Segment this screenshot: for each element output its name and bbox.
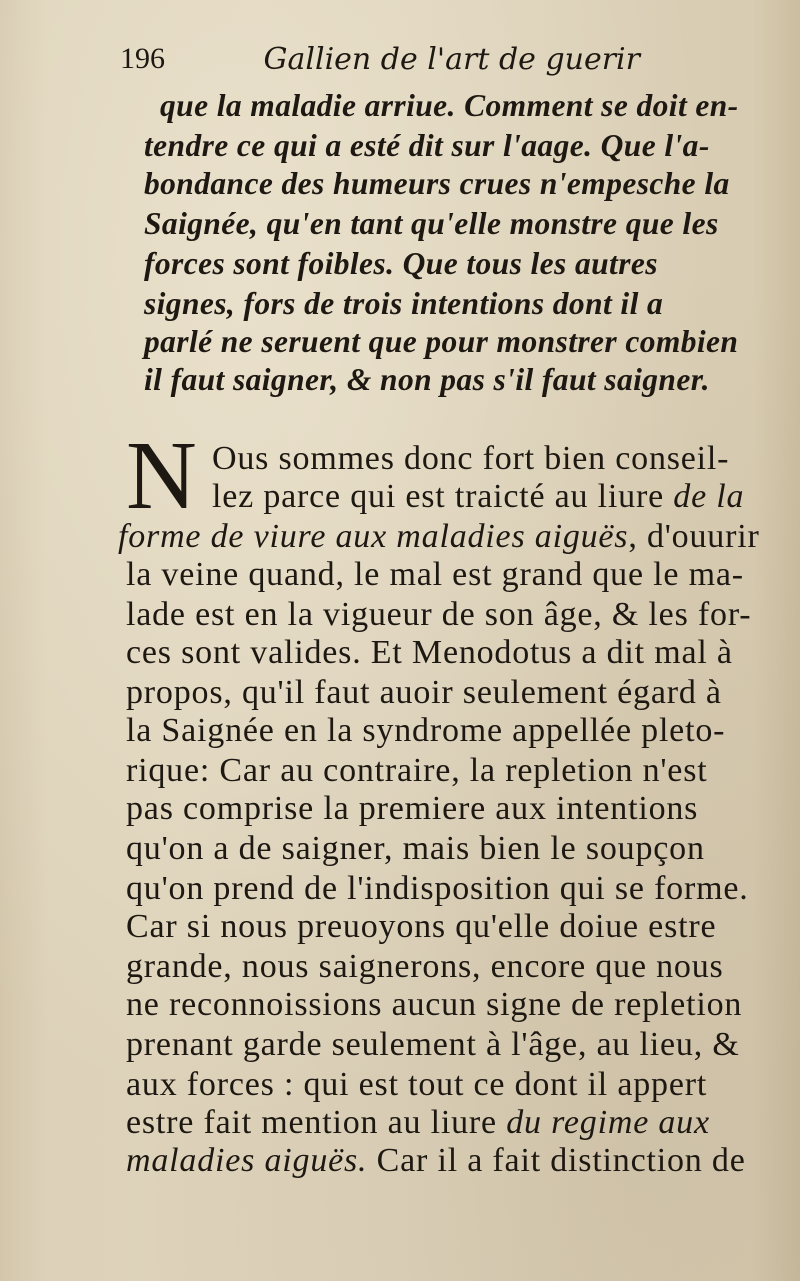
summary-line: tendre ce qui a esté dit sur l'aage. Que l'a-	[144, 128, 710, 163]
text-line: rique: Car au contraire, la repletion n'est	[126, 752, 708, 789]
summary-line: parlé ne seruent que pour monstrer combien	[144, 324, 739, 359]
text-line: qu'on a de saigner, mais bien le soupçon	[126, 830, 705, 867]
text-segment: estre fait mention au liure	[126, 1104, 497, 1141]
text-line	[212, 440, 729, 478]
text-line: aux forces : qui est tout ce dont il appert	[126, 1066, 708, 1103]
summary-line: forces sont foibles. Que tous les autres	[144, 246, 658, 281]
summary-line: bondance des humeurs crues n'empesche la	[144, 166, 730, 201]
text-segment: Ous sommes donc fort bien conseil-	[212, 440, 730, 477]
text-line: ces sont valides. Et Menodotus a dit mal à	[126, 634, 733, 671]
text-line: propos, qu'il faut auoir seulement égard à	[126, 674, 722, 711]
text-line	[212, 478, 744, 516]
page-number: 196	[120, 42, 165, 75]
text-line: Car si nous preuoyons qu'elle doiue estre	[126, 908, 717, 945]
text-line: grande, nous saignerons, encore que nous	[126, 948, 724, 985]
running-head-title: Gallien de l'art de guerir	[263, 42, 640, 77]
text-line: qu'on prend de l'indisposition qui se forme.	[126, 870, 749, 907]
book-title-italic: maladies aiguës.	[126, 1142, 368, 1179]
text-line: prenant garde seulement à l'âge, au lieu, &	[126, 1026, 740, 1063]
text-line: ne reconnoissions aucun signe de repletion	[126, 986, 743, 1023]
text-line: la veine quand, le mal est grand que le ma-	[126, 556, 744, 593]
running-header	[120, 42, 640, 77]
summary-line: signes, fors de trois intentions dont il a	[144, 286, 664, 321]
drop-cap: N	[126, 422, 197, 530]
text-line: la Saignée en la syndrome appellée pleto-	[126, 712, 726, 749]
book-title-italic: de la	[673, 478, 745, 515]
text-line: lade est en la vigueur de son âge, & les for-	[126, 596, 752, 633]
text-line: pas comprise la premiere aux intentions	[126, 790, 699, 827]
summary-line: Saignée, qu'en tant qu'elle monstre que les	[144, 206, 719, 241]
text-line	[118, 518, 760, 556]
summary-line: que la maladie arriue. Comment se doit en-	[160, 88, 739, 123]
text-line	[126, 1142, 746, 1180]
text-segment: lez parce qui est traicté au liure	[212, 478, 664, 515]
text-segment: , d'ouurir	[628, 518, 760, 555]
book-title-italic: forme de viure aux maladies aiguës	[118, 518, 629, 555]
book-title-italic: du regime aux	[506, 1104, 710, 1141]
text-segment: Car il a fait distinction de	[376, 1142, 746, 1179]
summary-line: il faut saigner, & non pas s'il faut saigner.	[144, 362, 710, 397]
text-line	[126, 1104, 710, 1142]
